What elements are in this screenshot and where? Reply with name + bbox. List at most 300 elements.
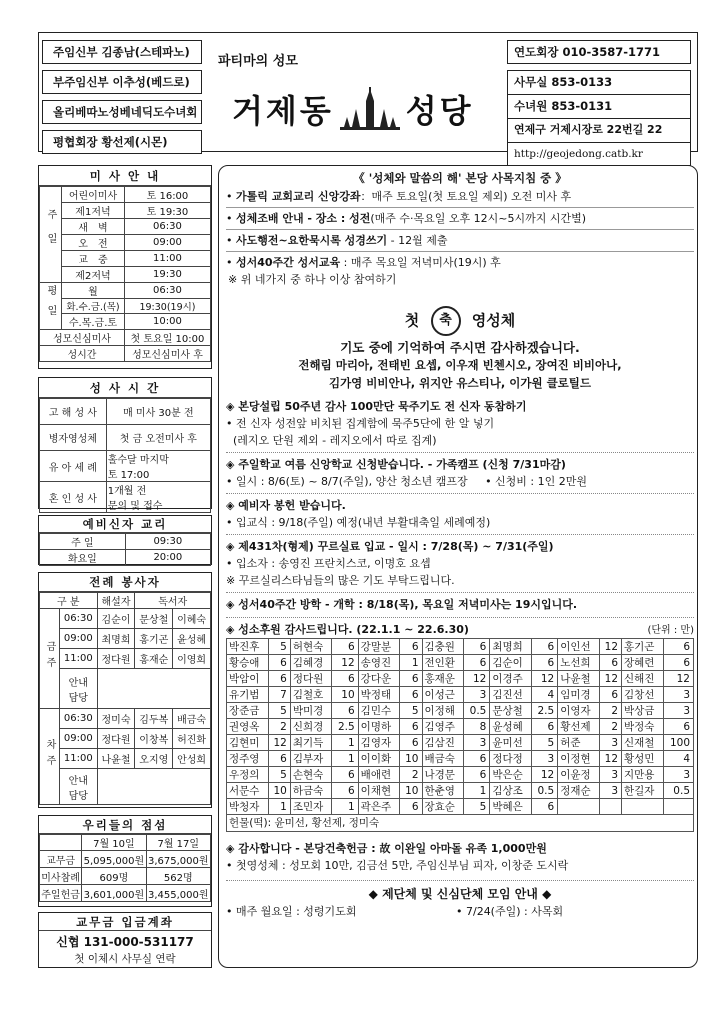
mass-time: 06:30 [124,283,210,299]
notice-head: ◈ 예비자 봉헌 받습니다. [226,499,346,512]
donation-amount: 6 [332,639,358,655]
stats-header [40,835,82,851]
donation-row [227,767,694,783]
donor-name: 유기범 [227,687,269,703]
donor-name: 박진후 [227,639,269,655]
donation-amount: 2.5 [531,703,557,719]
account-title: 교무금 입금계좌 [39,913,211,931]
mass-time: 09:00 [60,629,98,649]
donation-row [227,799,694,815]
donor-name: 김영자 [358,735,400,751]
stats-header: 7월 17일 [146,835,210,851]
mass-name: 화.수.금.(목) [62,299,125,314]
donation-amount: 6 [332,783,358,799]
sacrament-time: 1개월 전 문의 및 접수 [106,482,210,513]
donor-name: 허준 [558,735,600,751]
donor-name: 박정숙 [622,719,664,735]
donor-name: 김영주 [422,719,464,735]
mass-name: 오 전 [62,235,125,251]
notice-line: • 입교식 : 9/18(주일) 예정(내년 부활대축일 세례예정) [226,516,491,529]
notice-line: ※ 꾸르실리스타님들의 많은 기도 부탁드립니다. [226,574,455,587]
header-left-info [42,40,202,160]
donor-name: 최기득 [290,735,332,751]
donation-amount: 6 [531,799,557,815]
mass-name: 제2저녁 [62,267,125,283]
donor-name: 김철호 [290,687,332,703]
parish-subtitle: 파티마의 성모 [218,54,298,69]
server-name: 나윤철 [97,749,135,769]
donor-name: 이채현 [358,783,400,799]
notice-line: • 입소자 : 송영진 프란치스코, 이명호 요셉 [226,557,431,570]
donation-row [227,719,694,735]
col-header: 해설자 [97,593,135,609]
donation-amount: 6 [332,671,358,687]
donor-name: 장혜련 [622,655,664,671]
donor-name: 김민수 [358,703,400,719]
directive-title: 《 '성체와 말씀의 해' 본당 사목지침 중 》 [353,171,567,185]
thanks-head: ◈ 감사합니다 - 본당건축헌금 : 故 이완일 아마돌 유족 1,000만원 [226,842,547,855]
guide-names [97,669,210,709]
catechumen-table [39,533,211,566]
donation-row [227,687,694,703]
pastor-name: 주임신부 김종남(스테파노) [42,40,202,64]
donation-amount: 6 [400,719,422,735]
donor-name [622,799,664,815]
first-communion-sub: 기도 중에 기억하여 주시면 감사하겠습니다. [340,340,580,355]
celebration-badge-icon: 축 [431,306,461,336]
account-box [38,912,212,968]
this-week-label: 금주 [40,609,60,709]
groups-line: • 매주 월요일 : 성령기도회 [226,905,357,918]
donation-amount: 6 [400,639,422,655]
donor-name: 한춘영 [422,783,464,799]
server-name: 이혜숙 [173,609,211,629]
mass-time: 토 19:30 [124,203,210,219]
catechumen-title: 예비신자 교리 [39,516,211,533]
first-communion-names: 전해림 마리아, 전태빈 요셉, 이우재 빈첸시오, 장여진 비비아나, [298,358,622,372]
class-day: 주 일 [40,534,126,550]
funeral-contact: 연도회장 010-3587-1771 [507,40,691,64]
donor-name: 김부자 [290,751,332,767]
office-phone: 사무실 853-0133 [507,70,691,94]
donation-amount: 3 [599,783,621,799]
donor-name: 황선제 [558,719,600,735]
mass-schedule-title: 미 사 안 내 [39,166,211,186]
donation-amount: 6 [663,639,693,655]
address: 연제구 거제시장로 22번길 22 [507,118,691,142]
mass-time: 10:00 [124,314,210,330]
mass-name: 성시간 [40,346,125,362]
directive-item: • 성서40주간 성서교육 : 매주 목요일 저녁미사(19시) 후 [226,256,501,269]
server-name: 정미숙 [97,709,135,729]
donor-name: 윤미선 [490,735,532,751]
donation-amount: 6 [531,719,557,735]
directive-item: • 가톨릭 교회교리 신앙강좌：매주 토요일(첫 토요일 제외) 오전 미사 후 [226,190,572,203]
donor-name: 한길자 [622,783,664,799]
donor-name: 이성근 [422,687,464,703]
donor-name: 장준금 [227,703,269,719]
donation-row [227,671,694,687]
mass-time: 06:30 [124,219,210,235]
stats-value: 5,095,000원 [82,851,146,868]
mass-schedule-box [38,165,212,369]
server-name: 최명희 [97,629,135,649]
stats-header: 7월 10일 [82,835,146,851]
donor-name: 신재철 [622,735,664,751]
mass-time: 11:00 [60,749,98,769]
notice-line: • 전 신자 성전앞 비치된 집계함에 묵주5단에 한 알 넣기 [226,417,495,430]
donation-amount: 12 [531,671,557,687]
donor-name: 이윤정 [558,767,600,783]
donor-name: 김삼진 [422,735,464,751]
donor-name: 정다정 [490,751,532,767]
donation-amount: 6 [268,655,290,671]
donor-name: 박정태 [358,687,400,703]
donor-name: 전인환 [422,655,464,671]
notice-head: ◈ 본당설립 50주년 감사 100만단 묵주기도 전 신자 동참하기 [226,400,527,413]
notice-head: ◈ 주일학교 여름 신앙학교 신청받습니다. - 가족캠프 (신청 7/31마감) [226,458,566,471]
stats-value: 3,601,000원 [82,885,146,902]
donation-amount: 12 [268,735,290,751]
donor-name: 황승애 [227,655,269,671]
donor-name: 김혜경 [290,655,332,671]
catechumen-box [38,515,212,565]
donation-amount: 6 [400,687,422,703]
directive-item: • 사도행전~요한묵시록 성경쓰기 - 12월 제출 [226,234,448,247]
donor-name: 조민자 [290,799,332,815]
donor-name: 신해진 [622,671,664,687]
servers-title: 전례 봉사자 [39,573,211,592]
donation-amount: 1 [332,735,358,751]
donation-amount: 1 [268,799,290,815]
server-name: 윤성혜 [173,629,211,649]
donation-amount [599,799,621,815]
donation-amount: 2 [599,703,621,719]
donation-amount: 10 [332,687,358,703]
donation-amount: 6 [531,639,557,655]
stats-label: 미사참례 [40,868,82,885]
donation-amount: 6 [464,639,490,655]
donation-amount: 6 [268,751,290,767]
donation-amount: 5 [268,767,290,783]
donor-name: 박은순 [490,767,532,783]
donor-name: 곽은주 [358,799,400,815]
donor-name: 나윤철 [558,671,600,687]
mass-name: 월 [62,283,125,299]
mass-schedule-table [39,186,211,362]
donor-name: 최명희 [490,639,532,655]
donation-amount: 12 [332,655,358,671]
donation-amount: 1 [464,783,490,799]
donation-amount: 2 [400,767,422,783]
donation-amount: 5 [400,703,422,719]
donation-title: ◈ 성소후원 감사드립니다. (22.1.1 ~ 22.6.30) [226,623,469,636]
server-name: 정다원 [97,649,135,669]
groups-head: ◆ 제단체 및 신심단체 모임 안내 ◆ [368,887,552,901]
donation-row [227,639,694,655]
donation-amount: 12 [663,671,693,687]
donor-name: 박청자 [227,799,269,815]
donation-row [227,751,694,767]
mass-time: 11:00 [60,649,98,669]
title-part2: 성당 [405,92,474,130]
donor-name: 서문수 [227,783,269,799]
mass-name: 새 벽 [62,219,125,235]
server-name: 안성희 [173,749,211,769]
donation-amount: 12 [599,671,621,687]
class-time: 20:00 [125,550,210,566]
donor-name: 김충원 [422,639,464,655]
sisters-congregation: 올리베따노성베네딕도수녀회 [42,100,202,124]
directive-note: ※ 위 네가지 중 하나 이상 참여하기 [228,273,397,286]
stats-label: 주일헌금 [40,885,82,902]
donation-row [227,735,694,751]
donor-name: 허현숙 [290,639,332,655]
header-right-info [507,40,691,172]
donation-amount: 6 [531,655,557,671]
donor-name: 송영진 [358,655,400,671]
donor-name: 지만용 [622,767,664,783]
donor-name: 배애련 [358,767,400,783]
donor-name: 박암이 [227,671,269,687]
stats-label: 교무금 [40,851,82,868]
sacrament-time: 매 미사 30분 전 [106,399,210,425]
donor-name: 홍기곤 [622,639,664,655]
mass-time: 성모신심미사 후 [124,346,210,362]
notice-line: • 일시 : 8/6(토) ~ 8/7(주일), 양산 청소년 캠프장 • 신청비 : 1인 2만원 [226,475,588,488]
sunday-label: 주일 [40,187,62,283]
guide-label: 안내 담당 [60,669,98,709]
website[interactable]: http://geojedong.catb.kr [507,142,691,166]
sacrament-name: 고 해 성 사 [40,399,107,425]
parish-title [232,86,474,132]
donation-amount: 6 [400,735,422,751]
servers-table [39,592,211,805]
mass-time: 06:30 [60,609,98,629]
thanks-line: • 첫영성체 : 성모회 10만, 김금선 5만, 주임신부님 피자, 이창준 도시락 [226,859,569,872]
notice-head: ◈ 성서40주간 방학 - 개학 : 8/18(목), 목요일 저녁미사는 19시입니다. [226,598,578,611]
donor-name: 김순이 [490,655,532,671]
server-name: 이창복 [135,729,173,749]
donor-name: 정주영 [227,751,269,767]
donor-name: 홍재운 [422,671,464,687]
donation-amount: 0.5 [663,783,693,799]
donation-amount: 1 [332,751,358,767]
mass-name: 교 중 [62,251,125,267]
donation-amount: 10 [268,783,290,799]
donor-name: 이경주 [490,671,532,687]
donation-amount: 6 [268,671,290,687]
server-name: 정다원 [97,729,135,749]
donation-table [226,638,694,815]
server-name: 홍재순 [135,649,173,669]
donation-amount: 5 [268,639,290,655]
donation-amount: 6 [599,687,621,703]
col-header: 독서자 [135,593,211,609]
mass-name: 성모신심미사 [40,330,125,346]
donation-amount: 5 [268,703,290,719]
mass-time: 19:30(19시) [124,299,210,314]
mass-time: 11:00 [124,251,210,267]
donation-row [227,783,694,799]
donation-amount: 2 [599,719,621,735]
associate-pastor-name: 부주임신부 이추성(베드로) [42,70,202,94]
stats-box [38,815,212,907]
donation-amount: 6 [332,703,358,719]
donation-amount: 6 [400,671,422,687]
donation-amount: 6 [663,655,693,671]
col-header: 구 분 [40,593,98,609]
donation-amount: 6 [464,767,490,783]
donation-amount: 5 [464,799,490,815]
donation-amount: 3 [464,735,490,751]
donor-name: 노선희 [558,655,600,671]
mass-time: 09:00 [124,235,210,251]
donation-amount: 7 [268,687,290,703]
account-number: 신협 131-000-531177 [56,935,194,949]
donation-amount: 5 [531,735,557,751]
donation-amount: 100 [663,735,693,751]
mass-time: 06:30 [60,709,98,729]
groups-line: • 7/24(주일) : 사목회 [456,905,564,918]
donor-name [558,799,600,815]
donation-amount: 0.5 [531,783,557,799]
guide-names [97,769,210,805]
donation-amount: 6 [464,655,490,671]
mass-time: 09:00 [60,729,98,749]
convent-phone: 수녀원 853-0131 [507,94,691,118]
donor-name: 이인선 [558,639,600,655]
donor-name: 우정의 [227,767,269,783]
class-time: 09:30 [125,534,210,550]
donation-amount: 12 [531,767,557,783]
class-day: 화요일 [40,550,126,566]
donation-unit: (단위 : 만) [647,625,694,636]
donation-row [227,703,694,719]
donation-amount: 3 [663,687,693,703]
donation-amount: 4 [531,687,557,703]
donor-name: 임미경 [558,687,600,703]
sacrament-table [39,398,211,513]
next-week-label: 차주 [40,709,60,805]
server-name: 이영희 [173,649,211,669]
donor-name: 이정해 [422,703,464,719]
donor-name: 손현숙 [290,767,332,783]
donor-name: 정다원 [290,671,332,687]
donation-amount: 10 [400,751,422,767]
server-name: 오지영 [135,749,173,769]
mass-time: 첫 토요일 10:00 [124,330,210,346]
donor-name: 황성민 [622,751,664,767]
donation-flowers: 헌물(떡): 윤미선, 황선제, 정미숙 [226,815,694,832]
donor-name: 장효순 [422,799,464,815]
donation-row [227,655,694,671]
donation-amount: 12 [464,671,490,687]
donation-amount: 3 [663,767,693,783]
directive-item: • 성체조배 안내 - 장소 : 성전(매주 수·목요일 오후 12시~5시까지 시간별) [226,212,587,225]
stats-title: 우리들의 점섬 [39,816,211,834]
donation-amount: 3 [464,687,490,703]
stats-value: 562명 [146,868,210,885]
donation-amount [663,799,693,815]
donor-name: 하금숙 [290,783,332,799]
sacrament-title: 성 사 시 간 [39,378,211,398]
server-name: 허진화 [173,729,211,749]
donor-name: 정재순 [558,783,600,799]
donor-name: 박상금 [622,703,664,719]
weekday-label: 평일 [40,283,62,330]
sacrament-name: 병자영성체 [40,425,107,451]
sacrament-name: 혼 인 성 사 [40,482,107,513]
first-communion-title: 첫 축 영성체 [226,306,694,336]
notice-head: ◈ 제431차(형제) 꾸르실료 입교 - 일시 : 7/28(목) ~ 7/31(주일) [226,540,554,553]
donor-name: 윤성혜 [490,719,532,735]
donation-amount: 12 [599,639,621,655]
donation-amount: 1 [400,655,422,671]
mass-time: 토 16:00 [124,187,210,203]
notice-line: (레지오 단원 제외 - 레지오에서 따로 집계) [226,434,437,447]
stats-value: 3,675,000원 [146,851,210,868]
donor-name: 문상철 [490,703,532,719]
mass-name: 어린이미사 [62,187,125,203]
donation-amount: 10 [400,783,422,799]
account-note: 첫 이체시 사무실 연락 [74,953,176,965]
donor-name: 신희경 [290,719,332,735]
donor-name: 배금숙 [422,751,464,767]
title-part1: 거제동 [232,92,334,130]
servers-box [38,572,212,808]
first-communion-names: 김가영 비비안나, 위지안 유스티나, 이가원 클로틸드 [328,376,592,390]
sacrament-box [38,377,212,512]
guide-label: 안내 담당 [60,769,98,805]
church-logo-icon [338,87,402,131]
main-content [226,170,694,920]
donor-name: 나경문 [422,767,464,783]
donor-name: 이영자 [558,703,600,719]
donation-amount: 6 [663,719,693,735]
donor-name: 김상조 [490,783,532,799]
sacrament-time: 첫 금 오전미사 후 [106,425,210,451]
donation-amount: 6 [332,767,358,783]
server-name: 홍기곤 [135,629,173,649]
donor-name: 강다운 [358,671,400,687]
mass-name: 수.목.금.토 [62,314,125,330]
council-president: 평협회장 황선제(시몬) [42,130,202,154]
donation-amount: 3 [531,751,557,767]
donation-amount: 3 [599,767,621,783]
stats-table [39,834,211,902]
donor-name: 김현미 [227,735,269,751]
sacrament-time: 홀수달 마지막 토 17:00 [106,451,210,482]
donor-name: 이정현 [558,751,600,767]
server-name: 김순이 [97,609,135,629]
donor-name: 김창선 [622,687,664,703]
donation-amount: 1 [332,799,358,815]
donation-amount: 12 [599,751,621,767]
stats-value: 609명 [82,868,146,885]
donation-amount: 0.5 [464,703,490,719]
donation-amount: 6 [464,751,490,767]
server-name: 배금숙 [173,709,211,729]
donor-name: 강말분 [358,639,400,655]
stats-value: 3,455,000원 [146,885,210,902]
donation-amount: 2 [268,719,290,735]
donation-amount: 8 [464,719,490,735]
donor-name: 김진선 [490,687,532,703]
donor-name: 권영옥 [227,719,269,735]
donation-amount: 6 [599,655,621,671]
donor-name: 박혜은 [490,799,532,815]
